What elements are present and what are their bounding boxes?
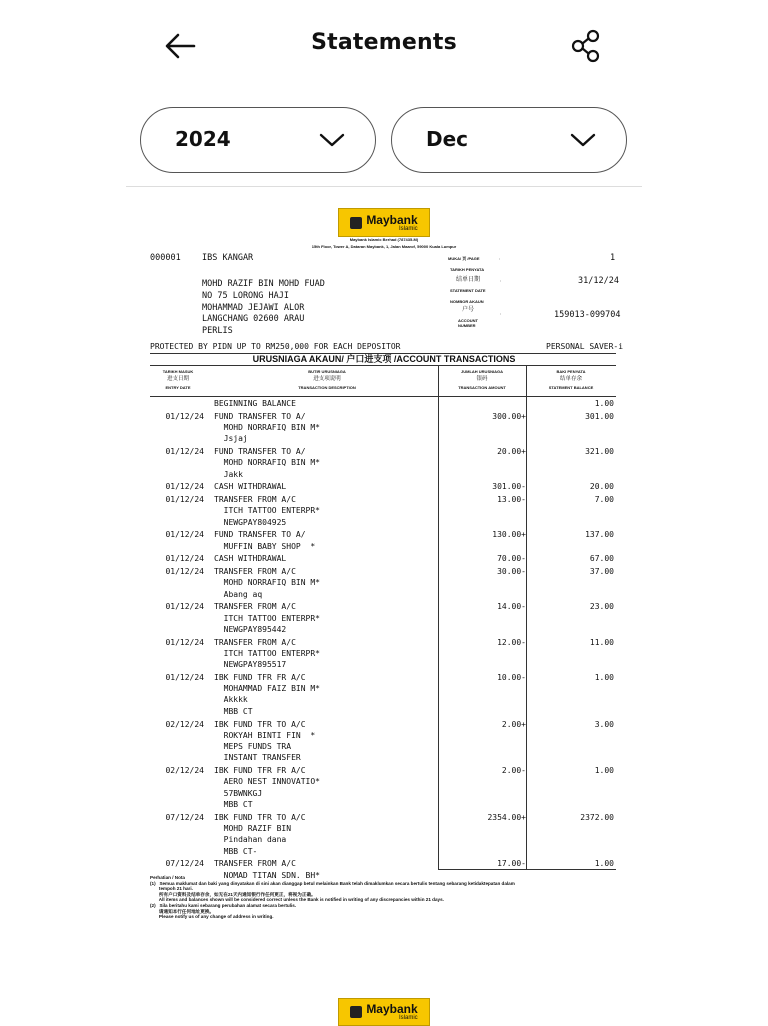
transaction-description: TRANSFER FROM A/C ITCH TATTOO ENTERPR* NEWGPAY895517 bbox=[214, 637, 320, 670]
transaction-amount: 300.00+ bbox=[492, 411, 526, 421]
colon: : bbox=[499, 256, 501, 261]
column-header: 进支日期 bbox=[166, 376, 189, 382]
divider bbox=[150, 365, 616, 366]
footer-maybank-logo bbox=[338, 998, 430, 1026]
date-label-en: STATEMENT DATE bbox=[450, 288, 486, 293]
transaction-row bbox=[126, 494, 642, 528]
transaction-amount: 2354.00+ bbox=[487, 812, 526, 822]
customer-line: PERLIS bbox=[202, 326, 233, 336]
note-line: (1) Semua maklumat dan baki yang dinyatakan di sini akan dianggap betul melainkan Bank telah dimaklumkan secara bertulis tentang sebarang ketidaktepatan dalam bbox=[150, 880, 515, 886]
month-value: Dec bbox=[426, 127, 469, 151]
account-label-ms: NOMBOR AKAUN bbox=[450, 299, 484, 304]
transaction-row bbox=[126, 637, 642, 671]
section-title: URUSNIAGA AKAUN/ 户口进支项 /ACCOUNT TRANSACTIONS bbox=[252, 354, 516, 364]
column-header: ENTRY DATE bbox=[165, 385, 191, 390]
transaction-description: TRANSFER FROM A/C ITCH TATTOO ENTERPR* NEWGPAY895442 bbox=[214, 602, 320, 634]
transaction-date: 07/12/24 bbox=[165, 812, 204, 822]
note-line: (2) Sila beritahu kami sebarang perubahan alamat secara bertulis. bbox=[150, 902, 297, 908]
top-bar bbox=[0, 0, 768, 92]
share-icon bbox=[566, 28, 606, 64]
note-line: Please notify us of any change of address in writing. bbox=[150, 914, 274, 920]
transaction-description: FUND TRANSFER TO A/ MUFFIN BABY SHOP * bbox=[214, 530, 316, 551]
transaction-row bbox=[126, 812, 642, 857]
statement-balance: 3.00 bbox=[594, 719, 614, 729]
transaction-row bbox=[126, 601, 642, 635]
divider bbox=[150, 396, 616, 397]
statement-balance: 1.00 bbox=[594, 672, 614, 682]
transaction-row bbox=[126, 566, 642, 600]
tiger-logo-icon bbox=[350, 1006, 362, 1018]
transaction-description: TRANSFER FROM A/C NOMAD TITAN SDN. BH* bbox=[214, 859, 320, 880]
account-number: 159013-099704 bbox=[554, 310, 621, 320]
month-select[interactable] bbox=[391, 107, 627, 173]
transaction-amount: 130.00+ bbox=[492, 530, 526, 540]
column-header: TRANSACTION DESCRIPTION bbox=[298, 385, 356, 390]
chevron-down-icon bbox=[570, 132, 596, 148]
transaction-date: 01/12/24 bbox=[165, 482, 204, 492]
logo-subtext: Islamic bbox=[399, 225, 418, 232]
statement-balance: 7.00 bbox=[594, 495, 614, 504]
date-label-ms: TARIKH PENYATA bbox=[450, 267, 485, 272]
page-number: 1 bbox=[610, 253, 616, 263]
column-header: TARIKH MASUK bbox=[162, 369, 194, 374]
transaction-amount: 10.00- bbox=[497, 672, 526, 682]
account-label-en: ACCOUNT NUMBER bbox=[458, 318, 478, 328]
transaction-row bbox=[126, 553, 642, 564]
note-line: tempoh 21 hari. bbox=[150, 886, 193, 892]
transaction-row bbox=[126, 446, 642, 480]
transaction-description: TRANSFER FROM A/C ITCH TATTOO ENTERPR* NEWGPAY804925 bbox=[214, 495, 320, 527]
column-header: STATEMENT BALANCE bbox=[548, 385, 594, 390]
column-header: BAKI PENYATA bbox=[556, 369, 586, 374]
page-label: MUKA/ 页 /PAGE bbox=[448, 256, 480, 261]
note-line: 所有户口资料及结单存余，如无在21天内通知银行作任何更正，将视为正确。 bbox=[150, 891, 316, 897]
branch-name: IBS KANGAR bbox=[202, 253, 254, 263]
transaction-date: 01/12/24 bbox=[165, 411, 204, 421]
notes bbox=[150, 875, 620, 920]
statement-balance: 321.00 bbox=[585, 447, 614, 456]
account-label-cn: 户号 bbox=[462, 307, 475, 313]
customer-line: LANGCHANG 02600 ARAU bbox=[202, 314, 305, 324]
statement-date: 31/12/24 bbox=[578, 276, 619, 286]
transaction-amount: 13.00- bbox=[497, 495, 526, 504]
customer-line: NO 75 LORONG HAJI bbox=[202, 291, 289, 301]
footer-logo-subtext: Islamic bbox=[399, 1015, 418, 1021]
company-address: 15th Floor, Tower A, Dataran Maybank, 1, Jalan Maarof, 59000 Kuala Lumpur bbox=[311, 244, 457, 249]
transaction-amount: 14.00- bbox=[497, 602, 526, 612]
maybank-logo bbox=[338, 208, 430, 237]
transaction-description: FUND TRANSFER TO A/ MOHD NORRAFIQ BIN M* Jsjaj bbox=[214, 411, 320, 444]
logo-text: Maybank bbox=[366, 212, 418, 227]
colon: : bbox=[500, 311, 502, 316]
transaction-date: 01/12/24 bbox=[165, 447, 204, 456]
transaction-amount: 30.00- bbox=[497, 567, 526, 576]
year-select[interactable] bbox=[140, 107, 376, 173]
statement-balance: 301.00 bbox=[585, 411, 614, 421]
transaction-description: IBK FUND TFR FR A/C AERO NEST INNOVATIO* 57BWNKGJ MBB CT bbox=[214, 766, 320, 809]
transaction-date: 01/12/24 bbox=[165, 567, 204, 576]
footer-logo-text: Maybank bbox=[366, 1002, 418, 1016]
transaction-row bbox=[126, 398, 642, 409]
company-line: Maybank Islamic Berhad (787435-M) bbox=[349, 237, 419, 242]
transaction-description: FUND TRANSFER TO A/ MOHD NORRAFIQ BIN M* Jakk bbox=[214, 447, 320, 479]
transaction-description: BEGINNING BALANCE bbox=[214, 399, 296, 408]
transaction-date: 07/12/24 bbox=[165, 859, 204, 869]
transaction-description: CASH WITHDRAWAL bbox=[214, 554, 287, 564]
transaction-date: 01/12/24 bbox=[165, 602, 204, 612]
transaction-description: TRANSFER FROM A/C MOHD NORRAFIQ BIN M* Abang aq bbox=[214, 567, 320, 599]
statement-balance: 20.00 bbox=[589, 482, 614, 492]
transaction-date: 01/12/24 bbox=[165, 495, 204, 504]
chevron-down-icon bbox=[319, 132, 345, 148]
transaction-amount: 12.00- bbox=[497, 637, 526, 647]
column-header: TRANSACTION AMOUNT bbox=[458, 385, 506, 390]
statement-balance: 137.00 bbox=[585, 530, 614, 540]
year-value: 2024 bbox=[175, 127, 231, 151]
note-line: 请通知本行任何地址更换。 bbox=[150, 908, 215, 914]
transaction-description: IBK FUND TFR FR A/C MOHAMMAD FAIZ BIN M* Akkkk MBB CT bbox=[214, 672, 320, 716]
transaction-amount: 2.00- bbox=[501, 766, 526, 776]
customer-line: MOHAMMAD JEJAWI ALOR bbox=[202, 303, 305, 313]
date-label-cn: 结单日期 bbox=[456, 277, 481, 283]
transaction-description: IBK FUND TFR TO A/C ROKYAH BINTI FIN * MEPS FUNDS TRA INSTANT TRANSFER bbox=[214, 719, 316, 763]
transaction-amount: 20.00+ bbox=[497, 447, 526, 456]
statement-balance: 1.00 bbox=[594, 399, 614, 408]
column-header: 进支项说明 bbox=[313, 376, 341, 382]
transaction-date: 01/12/24 bbox=[165, 554, 204, 564]
transaction-row bbox=[126, 765, 642, 810]
statement-balance: 1.00 bbox=[594, 766, 614, 776]
customer-line: MOHD RAZIF BIN MOHD FUAD bbox=[202, 279, 325, 289]
transaction-row bbox=[126, 672, 642, 717]
column-header: JUMLAH URUSNIAGA bbox=[461, 369, 503, 374]
transaction-date: 02/12/24 bbox=[165, 766, 204, 776]
statement-document bbox=[126, 186, 642, 987]
statement-balance: 37.00 bbox=[589, 567, 614, 576]
notes-title: Perhatian / Nota bbox=[150, 875, 185, 880]
transaction-row bbox=[126, 529, 642, 552]
transaction-amount: 301.00- bbox=[492, 482, 526, 492]
branch-code: 000001 bbox=[150, 253, 181, 263]
statement-balance: 1.00 bbox=[594, 859, 614, 869]
column-header: 银码 bbox=[476, 376, 488, 382]
statement-balance: 2372.00 bbox=[580, 812, 614, 822]
pidn-protection: PROTECTED BY PIDN UP TO RM250,000 FOR EACH DEPOSITOR bbox=[150, 342, 401, 351]
note-line: All items and balances shown will be considered correct unless the Bank is notified in writing of any discrepancies within 21 days. bbox=[150, 897, 444, 903]
page-title: Statements bbox=[311, 30, 457, 55]
transaction-amount: 17.00- bbox=[497, 859, 526, 869]
transaction-date: 02/12/24 bbox=[165, 719, 204, 729]
transaction-date: 01/12/24 bbox=[165, 637, 204, 647]
colon: : bbox=[500, 278, 502, 283]
statement-balance: 23.00 bbox=[589, 602, 614, 612]
transaction-date: 01/12/24 bbox=[165, 530, 204, 540]
statement-balance: 11.00 bbox=[589, 637, 614, 647]
share-button[interactable] bbox=[566, 28, 606, 64]
transaction-row bbox=[126, 411, 642, 445]
statement-balance: 67.00 bbox=[589, 554, 614, 564]
transaction-amount: 2.00+ bbox=[501, 719, 526, 729]
transaction-row bbox=[126, 719, 642, 764]
column-header: 结单存余 bbox=[559, 376, 582, 382]
transaction-date: 01/12/24 bbox=[165, 672, 204, 682]
transaction-amount: 70.00- bbox=[497, 554, 526, 564]
account-type: PERSONAL SAVER-i bbox=[546, 342, 624, 351]
transaction-description: CASH WITHDRAWAL bbox=[214, 482, 287, 492]
tiger-logo-icon bbox=[350, 217, 362, 229]
transaction-row bbox=[126, 481, 642, 492]
transaction-description: IBK FUND TFR TO A/C MOHD RAZIF BIN Pindahan dana MBB CT- bbox=[214, 812, 306, 856]
column-header: BUTIR URUSNIAGA bbox=[308, 369, 346, 374]
